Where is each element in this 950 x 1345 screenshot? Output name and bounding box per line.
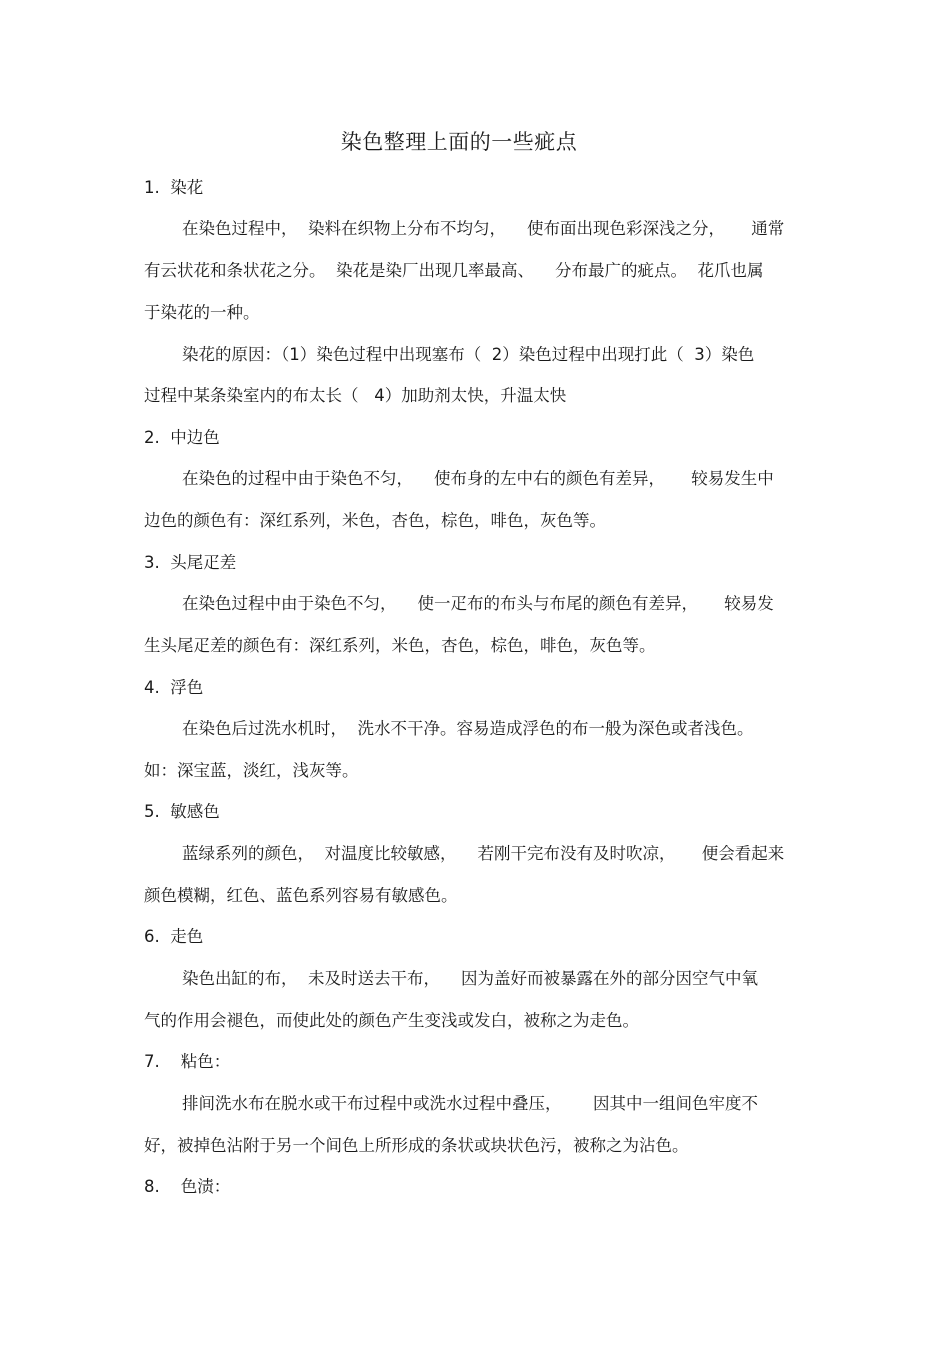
paragraph-line: 气的作用会褪色，而使此处的颜色产生变浅或发白，被称之为走色。 (144, 1011, 639, 1030)
paragraph-line: 有云状花和条状花之分。 染花是染厂出现几率最高、 分布最广的疵点。 花爪也属 (144, 261, 764, 280)
section-heading-6: 6. 走色 (144, 927, 204, 946)
paragraph-line: 排间洗水布在脱水或干布过程中或洗水过程中叠压， 因其中一组间色牢度不 (182, 1094, 758, 1113)
paragraph-line: 于染花的一种。 (144, 303, 260, 322)
section-heading-2: 2. 中边色 (144, 428, 220, 447)
paragraph-line: 染色出缸的布， 未及时送去干布， 因为盖好而被暴露在外的部分因空气中氧 (182, 969, 758, 988)
paragraph-line: 颜色模糊，红色、蓝色系列容易有敏感色。 (144, 886, 458, 905)
document-title: 染色整理上面的一些疵点 (340, 130, 578, 154)
paragraph-line: 边色的颜色有：深红系列，米色，杏色，棕色，啡色，灰色等。 (144, 511, 606, 530)
paragraph-line: 过程中某条染室内的布太长（ 4）加助剂太快，升温太快 (144, 386, 567, 405)
paragraph-line: 好，被掉色沾附于另一个间色上所形成的条状或块状色污，被称之为沾色。 (144, 1136, 689, 1155)
paragraph-line: 在染色过程中， 染料在织物上分布不均匀， 使布面出现色彩深浅之分， 通常 (182, 219, 785, 238)
section-heading-3: 3. 头尾疋差 (144, 553, 237, 572)
paragraph-line: 在染色后过洗水机时， 洗水不干净。容易造成浮色的布一般为深色或者浅色。 (182, 719, 754, 738)
section-heading-4: 4. 浮色 (144, 678, 204, 697)
section-heading-7: 7. 粘色： (144, 1052, 231, 1071)
section-heading-5: 5. 敏感色 (144, 802, 220, 821)
paragraph-line: 生头尾疋差的颜色有：深红系列，米色，杏色，棕色，啡色，灰色等。 (144, 636, 656, 655)
section-heading-1: 1. 染花 (144, 178, 204, 197)
paragraph-line: 在染色过程中由于染色不匀， 使一疋布的布头与布尾的颜色有差异， 较易发 (182, 594, 774, 613)
section-heading-8: 8. 色渍： (144, 1177, 231, 1196)
paragraph-line: 在染色的过程中由于染色不匀， 使布身的左中右的颜色有差异， 较易发生中 (182, 469, 774, 488)
paragraph-line: 蓝绿系列的颜色， 对温度比较敏感， 若刚干完布没有及时吹凉， 便会看起来 (182, 844, 785, 863)
paragraph-line: 如：深宝蓝，淡红，浅灰等。 (144, 761, 359, 780)
paragraph-line: 染花的原因：（1）染色过程中出现塞布（ 2）染色过程中出现打此（ 3）染色 (182, 345, 755, 364)
